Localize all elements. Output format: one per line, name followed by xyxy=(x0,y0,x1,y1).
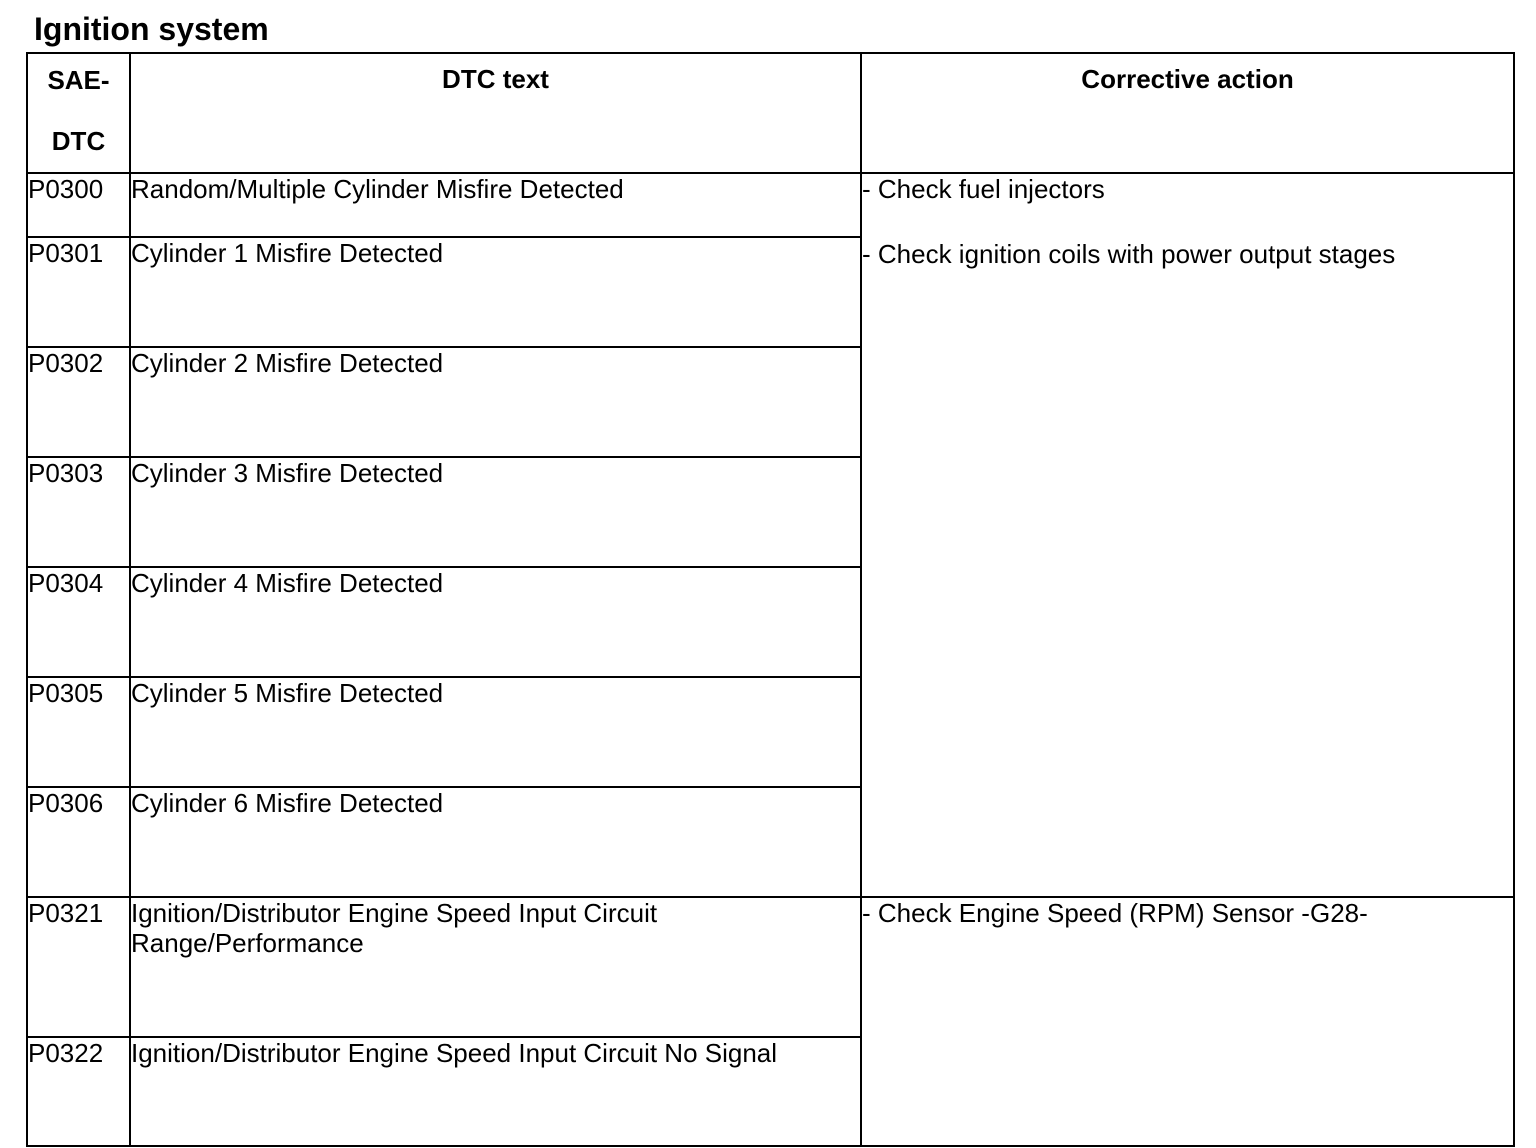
corrective-action-misfire xyxy=(861,173,1514,897)
dtc-code: P0305 xyxy=(27,677,130,787)
header-sae-dtc: SAE-DTC xyxy=(27,53,130,173)
action-line: - Check fuel injectors xyxy=(862,174,1105,204)
dtc-table xyxy=(26,52,1515,1147)
dtc-text: Ignition/Distributor Engine Speed Input Circuit Range/Performance xyxy=(130,897,861,1037)
dtc-text: Cylinder 4 Misfire Detected xyxy=(130,567,861,677)
table-header-row xyxy=(27,53,1514,173)
dtc-code: P0321 xyxy=(27,897,130,1037)
table-row xyxy=(27,173,1514,237)
dtc-text: Cylinder 2 Misfire Detected xyxy=(130,347,861,457)
header-corrective-action: Corrective action xyxy=(861,53,1514,173)
header-dtc-text: DTC text xyxy=(130,53,861,173)
dtc-text: Ignition/Distributor Engine Speed Input Circuit No Signal xyxy=(130,1037,861,1146)
corrective-action-speed-sensor xyxy=(861,897,1514,1146)
dtc-code: P0302 xyxy=(27,347,130,457)
dtc-text: Cylinder 1 Misfire Detected xyxy=(130,237,861,347)
dtc-text: Random/Multiple Cylinder Misfire Detected xyxy=(130,173,861,237)
dtc-code: P0306 xyxy=(27,787,130,897)
table-row xyxy=(27,897,1514,1037)
dtc-code: P0301 xyxy=(27,237,130,347)
dtc-code: P0304 xyxy=(27,567,130,677)
dtc-code: P0322 xyxy=(27,1037,130,1146)
action-line: - Check ignition coils with power output stages xyxy=(862,239,1396,269)
action-line: - Check Engine Speed (RPM) Sensor -G28- xyxy=(862,898,1368,928)
dtc-text: Cylinder 5 Misfire Detected xyxy=(130,677,861,787)
dtc-code: P0300 xyxy=(27,173,130,237)
dtc-code: P0303 xyxy=(27,457,130,567)
dtc-text: Cylinder 6 Misfire Detected xyxy=(130,787,861,897)
page-title: Ignition system xyxy=(34,11,269,47)
dtc-text: Cylinder 3 Misfire Detected xyxy=(130,457,861,567)
